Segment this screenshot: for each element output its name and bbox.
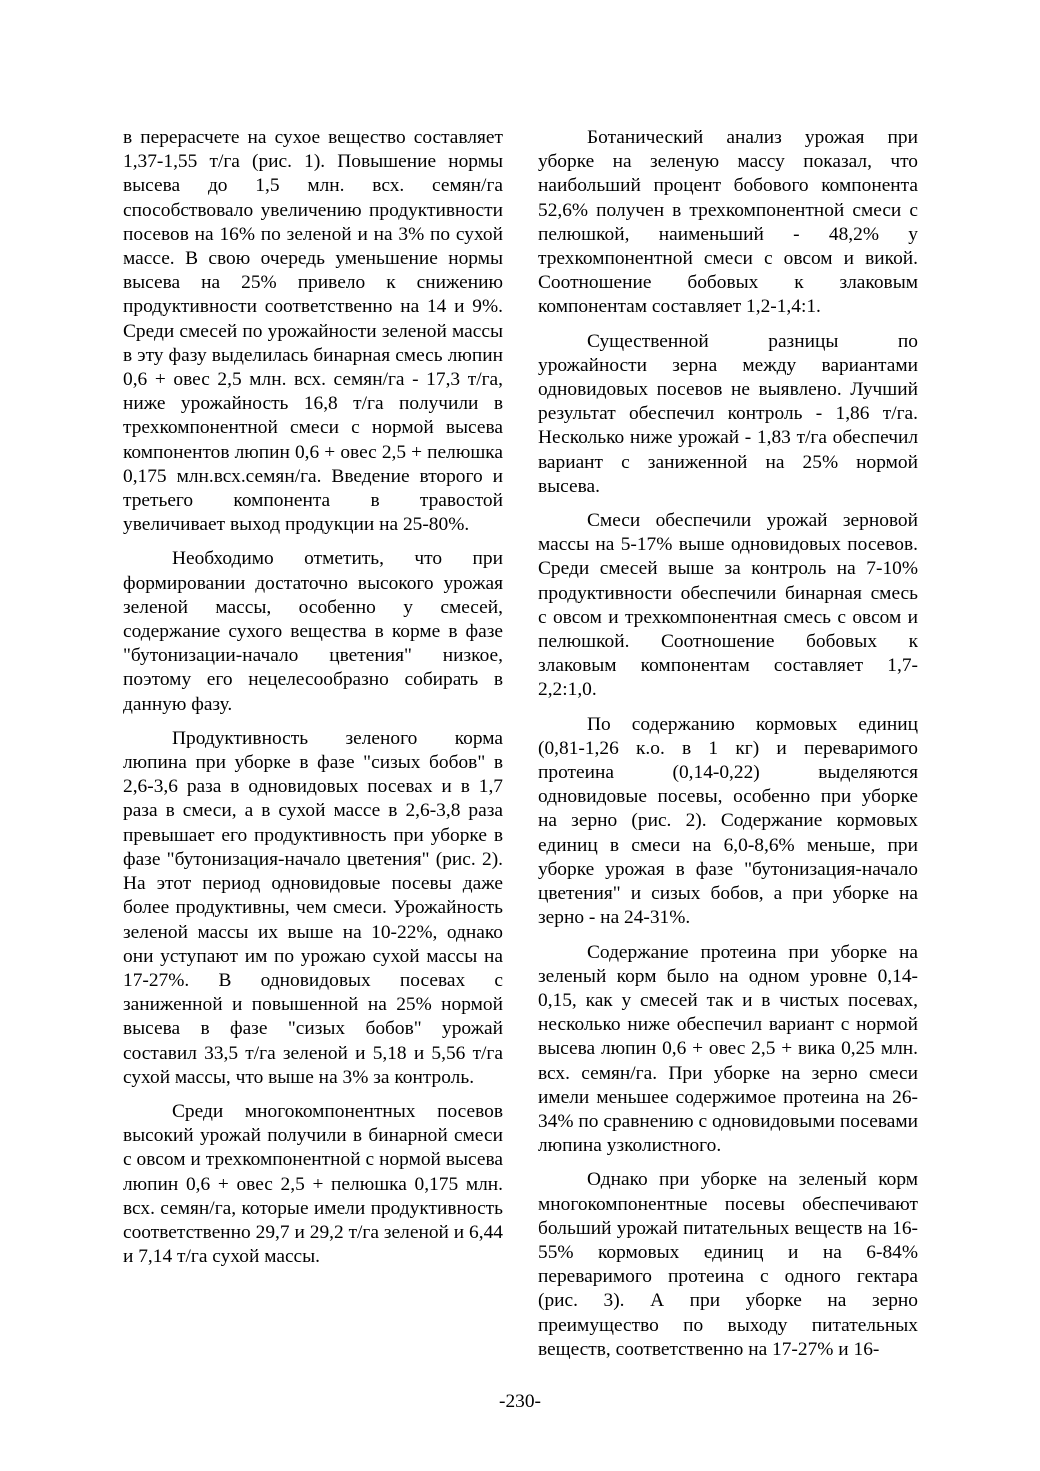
paragraph: в перерасчете на сухое вещество составляет 1,37-1,55 т/га (рис. 1). Повышение нормы высева до 1,5 млн. всх. семян/га способствовало увеличению продуктивности посевов на 16% по зеленой и на 3% по сухой массе. В свою очередь уменьшение нормы высева на 25% привело к снижению продуктивности соответственно на 14 и 9%. Среди смесей по урожайности зеленой массы в эту фазу выделилась бинарная смесь люпин 0,6 + овес 2,5 млн. всх. семян/га - 17,3 т/га, ниже урожайность 16,8 т/га получили в трехкомпонентной смеси с нормой высева компонентов люпин 0,6 + овес 2,5 + пелюшка 0,175 млн.всх.семян/га. Введение второго и третьего компонента в травостой увеличивает выход продукции на 25-80%. — [123, 127, 503, 536]
page-number: -230- — [498, 1391, 541, 1412]
paragraph: Содержание протеина при уборке на зеленый корм было на одном уровне 0,14-0,15, как у смесей так и в чистых посевах, несколько ниже обеспечил вариант с нормой высева люпин 0,6 + овес 2,5 + вика 0,25 млн. всх. семян/га. При уборке на зерно смеси имели меньшее содержимое протеина на 26-34% по сравнению с одновидовыми посевами люпина узколистного. — [538, 941, 918, 1157]
paragraph: Существенной разницы по урожайности зерна между вариантами одновидовых посевов не выявлено. Лучший результат обеспечил контроль - 1,86 т/га. Несколько ниже урожай - 1,83 т/га обеспечил вариант с заниженной на 25% нормой высева. — [538, 330, 918, 497]
paragraph: Продуктивность зеленого корма люпина при уборке в фазе "сизых бобов" в 2,6-3,6 раза в одновидовых посевах и в 1,7 раза в смеси, а в сухой массе в 2,6-3,8 раза превышает его продуктивность при уборке в фазе "бутонизация-начало цветения" (рис. 2). На этот период одновидовые посевы даже более продуктивны, чем смеси. Урожайность зеленой массы их выше на 10-22%, однако они уступают им по урожаю сухой массы на 17-27%. В одновидовых посевах с заниженной и повышенной на 25% нормой высева в фазе "сизых бобов" урожай составил 33,5 т/га зеленой и 5,18 и 5,56 т/га сухой массы, что выше на 3% за контроль. — [123, 727, 503, 1088]
paragraph: Смеси обеспечили урожай зерновой массы на 5-17% выше одновидовых посевов. Среди смесей выше за контроль на 7-10% продуктивности обеспечили бинарная смесь с овсом и трехкомпонентная смесь с овсом и пелюшкой. Соотношение бобовых к злаковым компонентам составляет 1,7-2,2:1,0. — [538, 510, 918, 701]
paragraph: Необходимо отметить, что при формировании достаточно высокого урожая зеленой массы, особенно у смесей, содержание сухого вещества в корме в фазе "бутонизации-начало цветения" низкое, поэтому его нецелесообразно собирать в данную фазу. — [123, 548, 503, 715]
paragraph: По содержанию кормовых единиц (0,81-1,26 к.о. в 1 кг) и переваримого протеина (0,14-0,22) выделяются одновидовые посевы, особенно при уборке на зерно (рис. 2). Содержание кормовых единиц в смеси на 6,0-8,6% меньше, при уборке урожая в фазе "бутонизация-начало цветения" и сизых бобов, а при уборке на зерно - на 24-31%. — [538, 713, 918, 929]
paragraph: Однако при уборке на зеленый корм многокомпонентные посевы обеспечивают больший урожай питательных веществ на 16-55% кормовых единиц и на 6-84% переваримого протеина с одного гектара (рис. 3). А при уборке на зерно преимущество по выходу питательных веществ, соответственно на 17-27% и 16- — [538, 1169, 918, 1360]
paragraph: Среди многокомпонентных посевов высокий урожай получили в бинарной смеси с овсом и трехкомпонентной с нормой высева люпин 0,6 + овес 2,5 + пелюшка 0,175 млн. всх. семян/га, которые имели продуктивность соответственно 29,7 и 29,2 т/га зеленой и 6,44 и 7,14 т/га сухой массы. — [123, 1100, 503, 1268]
left-column — [123, 126, 503, 1279]
right-column — [538, 126, 918, 1372]
paragraph: Ботанический анализ урожая при уборке на зеленую массу показал, что наибольший процент бобового компонента 52,6% получен в трехкомпонентной смеси с пелюшкой, наименьший - 48,2% у трехкомпонентной смеси с овсом и викой. Соотношение бобовых к злаковым компонентам составляет 1,2-1,4:1. — [538, 127, 918, 318]
